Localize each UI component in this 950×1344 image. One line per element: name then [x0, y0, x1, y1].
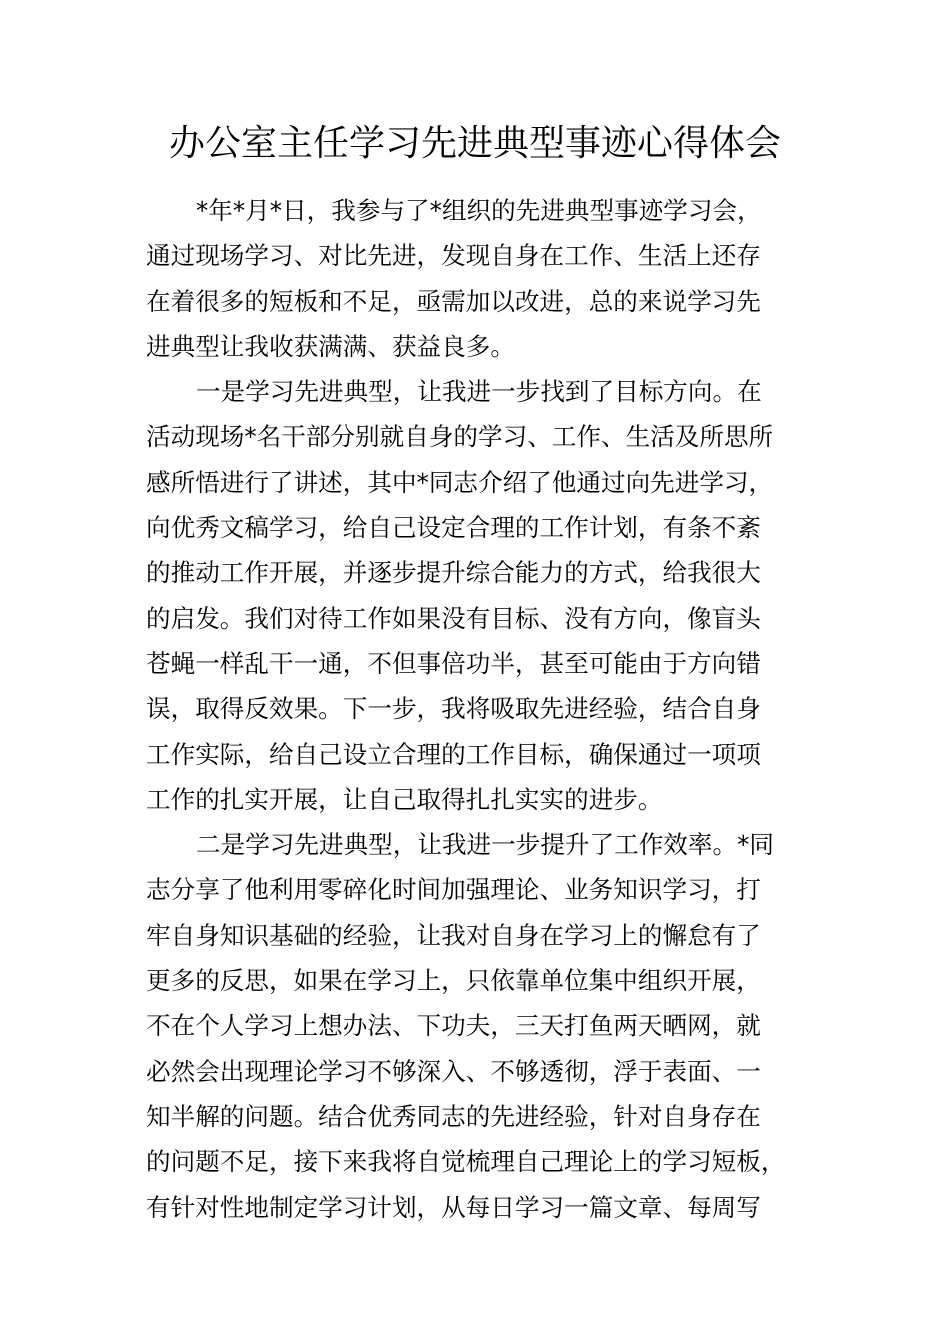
text-line: 进典型让我收获满满、获益良多。: [146, 331, 515, 361]
text-line: 二是学习先进典型，让我进一步提升了工作效率。*同: [196, 830, 774, 860]
text-line: 有针对性地制定学习计划，从每日学习一篇文章、每周写: [146, 1192, 761, 1222]
paragraph-point-two: [146, 822, 811, 1230]
text-line: 的推动工作开展，并逐步提升综合能力的方式，给我很大: [146, 558, 761, 588]
paragraph-point-one: [146, 369, 811, 822]
document-title: 办公室主任学习先进典型事迹心得体会: [168, 123, 781, 164]
text-line: 感所悟进行了讲述，其中*同志介绍了他通过向先进学习，: [146, 467, 774, 497]
text-line: 志分享了他利用零碎化时间加强理论、业务知识学习，打: [146, 875, 761, 905]
text-line: 苍蝇一样乱干一通，不但事倍功半，甚至可能由于方向错: [146, 648, 761, 678]
text-line: *年*月*日，我参与了*组织的先进典型事迹学习会，: [196, 196, 762, 225]
text-line: 误，取得反效果。下一步，我将吸取先进经验，结合自身: [146, 694, 761, 724]
text-line: 工作实际，给自己设立合理的工作目标，确保通过一项项: [146, 739, 761, 769]
text-line: 必然会出现理论学习不够深入、不够透彻，浮于表面、一: [146, 1056, 761, 1086]
text-line: 通过现场学习、对比先进，发现自身在工作、生活上还存: [146, 241, 761, 271]
document-body: [146, 188, 811, 1230]
text-line: 知半解的问题。结合优秀同志的先进经验，针对自身存在: [146, 1101, 761, 1131]
text-line: 工作的扎实开展，让自己取得扎扎实实的进步。: [146, 784, 663, 814]
text-line: 更多的反思，如果在学习上，只依靠单位集中组织开展，: [146, 966, 761, 996]
paragraph-intro: [146, 188, 811, 369]
text-line: 一是学习先进典型，让我进一步找到了目标方向。在: [196, 377, 762, 407]
text-line: 在着很多的短板和不足，亟需加以改进，总的来说学习先: [146, 286, 761, 316]
text-line: 的启发。我们对待工作如果没有目标、没有方向，像盲头: [146, 603, 761, 633]
text-line: 的问题不足，接下来我将自觉梳理自己理论上的学习短板，: [146, 1147, 786, 1177]
text-line: 牢自身知识基础的经验，让我对自身在学习上的懈怠有了: [146, 920, 761, 950]
text-line: 向优秀文稿学习，给自己设定合理的工作计划，有条不紊: [146, 513, 761, 543]
text-line: 不在个人学习上想办法、下功夫，三天打鱼两天晒网，就: [146, 1011, 761, 1041]
text-line: 活动现场*名干部分别就自身的学习、工作、生活及所思所: [146, 422, 774, 452]
